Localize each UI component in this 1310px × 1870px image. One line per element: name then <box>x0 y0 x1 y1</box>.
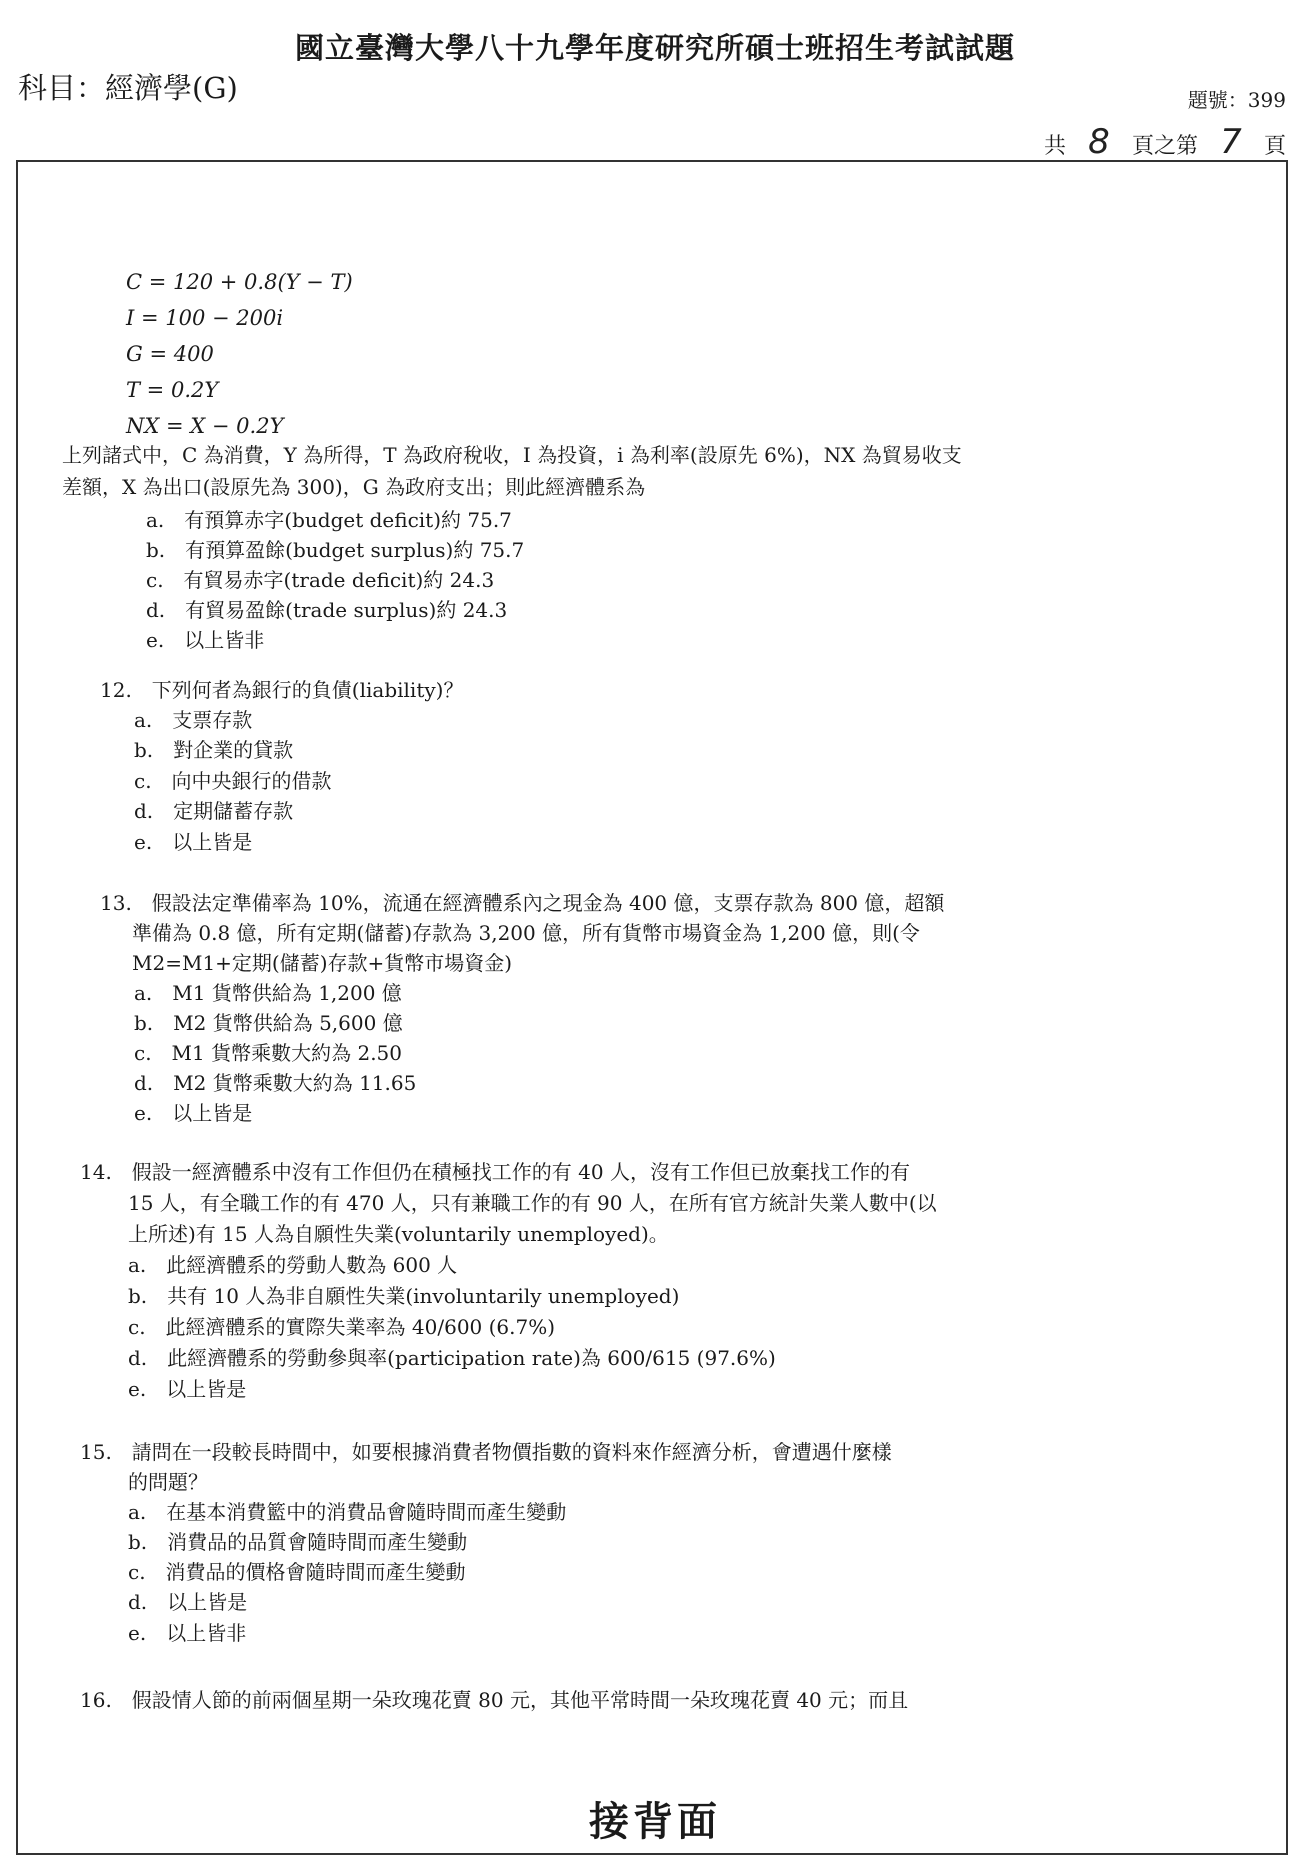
equation-tax: T = 0.2Y <box>126 378 219 402</box>
q14-option-a: a. 此經濟體系的勞動人數為 600 人 <box>128 1253 458 1277</box>
page-current: 7 <box>1220 122 1242 162</box>
q13-stem-line1: 13. 假設法定準備率為 10%，流通在經濟體系內之現金為 400 億，支票存款為 800 億，超額 <box>100 891 945 915</box>
q15-option-a: a. 在基本消費籃中的消費品會隨時間而產生變動 <box>128 1500 567 1524</box>
continue-on-back: 接背面 <box>589 1798 721 1845</box>
q16-stem-line1: 16. 假設情人節的前兩個星期一朵玫瑰花賣 80 元，其他平常時間一朵玫瑰花賣 40 元；而且 <box>80 1688 909 1712</box>
equation-investment: I = 100 − 200i <box>126 306 284 330</box>
q11-option-b: b. 有預算盈餘(budget surplus)約 75.7 <box>146 538 525 562</box>
equation-government: G = 400 <box>126 342 214 366</box>
q13-option-d: d. M2 貨幣乘數大約為 11.65 <box>134 1071 417 1095</box>
q14-option-b: b. 共有 10 人為非自願性失業(involuntarily unemployed) <box>128 1284 680 1308</box>
q12-stem: 12. 下列何者為銀行的負債(liability)？ <box>100 678 464 702</box>
q14-option-e: e. 以上皆是 <box>128 1377 247 1401</box>
q15-option-e: e. 以上皆非 <box>128 1621 247 1645</box>
q15-option-b: b. 消費品的品質會隨時間而產生變動 <box>128 1530 468 1554</box>
exam-subject: 科目：經濟學(G) <box>18 71 238 105</box>
q15-stem-line1: 15. 請問在一段較長時間中，如要根據消費者物價指數的資料來作經濟分析，會遭遇什麼樣 <box>80 1440 892 1464</box>
q14-stem-line3: 上所述)有 15 人為自願性失業(voluntarily unemployed)。 <box>128 1222 669 1246</box>
equation-consumption: C = 120 + 0.8(Y − T) <box>126 270 353 294</box>
q12-option-a: a. 支票存款 <box>134 708 253 732</box>
q14-stem-line2: 15 人，有全職工作的有 470 人，只有兼職工作的有 90 人，在所有官方統計失業人數中(以 <box>128 1191 937 1215</box>
q14-stem-line1: 14. 假設一經濟體系中沒有工作但仍在積極找工作的有 40 人，沒有工作但已放棄找工作的有 <box>80 1160 910 1184</box>
q12-option-b: b. 對企業的貸款 <box>134 738 294 762</box>
q12-option-d: d. 定期儲蓄存款 <box>134 799 294 823</box>
q15-option-d: d. 以上皆是 <box>128 1590 248 1614</box>
q13-stem-line2: 準備為 0.8 億，所有定期(儲蓄)存款為 3,200 億，所有貨幣市場資金為 1,200 億，則(令 <box>132 921 920 945</box>
q11-option-d: d. 有貿易盈餘(trade surplus)約 24.3 <box>146 598 508 622</box>
q13-option-a: a. M1 貨幣供給為 1,200 億 <box>134 981 402 1005</box>
page-middle: 頁之第 <box>1131 134 1198 159</box>
q11-stem-line2: 差額，X 為出口(設原先為 300)，G 為政府支出；則此經濟體系為 <box>62 475 646 499</box>
page-total: 8 <box>1088 122 1110 162</box>
q12-option-e: e. 以上皆是 <box>134 830 253 854</box>
q13-option-e: e. 以上皆是 <box>134 1101 253 1125</box>
q13-option-b: b. M2 貨幣供給為 5,600 億 <box>134 1011 403 1035</box>
q11-option-e: e. 以上皆非 <box>146 628 265 652</box>
page-suffix: 頁 <box>1263 134 1286 159</box>
q14-option-d: d. 此經濟體系的勞動參與率(participation rate)為 600/615 (97.6%) <box>128 1346 776 1370</box>
page-total-prefix: 共 <box>1043 134 1066 159</box>
q11-option-c: c. 有貿易赤字(trade deficit)約 24.3 <box>146 568 495 592</box>
equation-net-exports: NX = X − 0.2Y <box>126 414 284 438</box>
q11-stem-line1: 上列諸式中，C 為消費，Y 為所得，T 為政府稅收，I 為投資，i 為利率(設原先 6%)，NX 為貿易收支 <box>62 443 962 467</box>
q11-option-a: a. 有預算赤字(budget deficit)約 75.7 <box>146 508 512 532</box>
q13-stem-line3: M2=M1+定期(儲蓄)存款+貨幣市場資金) <box>132 951 513 975</box>
q13-option-c: c. M1 貨幣乘數大約為 2.50 <box>134 1041 403 1065</box>
q12-option-c: c. 向中央銀行的借款 <box>134 769 332 793</box>
q14-option-c: c. 此經濟體系的實際失業率為 40/600 (6.7%) <box>128 1315 556 1339</box>
question-number: 題號：399 <box>1187 88 1286 112</box>
q15-option-c: c. 消費品的價格會隨時間而產生變動 <box>128 1560 466 1584</box>
page-title: 國立臺灣大學八十九學年度研究所碩士班招生考試試題 <box>294 31 1015 65</box>
q15-stem-line2: 的問題？ <box>128 1470 208 1494</box>
